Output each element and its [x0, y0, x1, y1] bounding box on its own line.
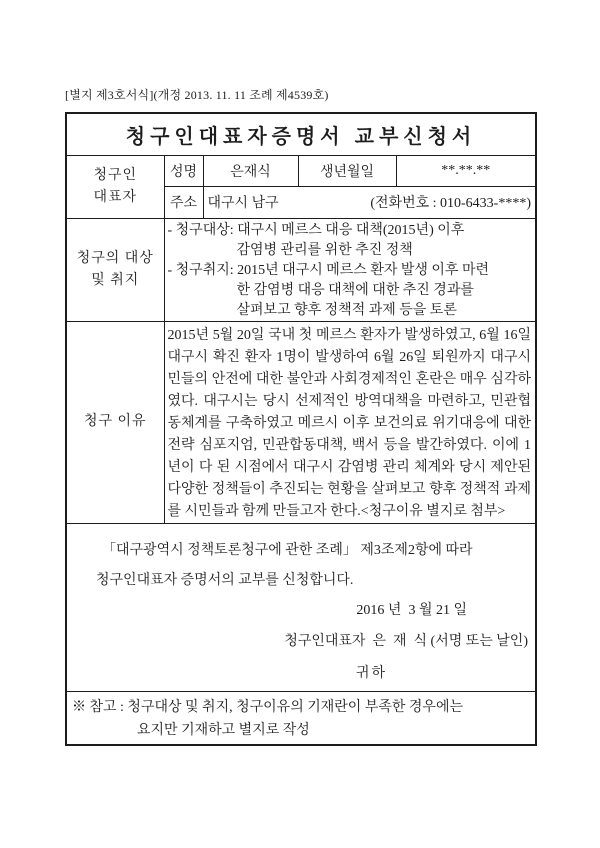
declaration-row — [66, 523, 536, 691]
claim-purpose-section-label — [66, 218, 164, 321]
representative-name-row — [66, 155, 536, 186]
footnote-cell — [66, 691, 536, 745]
claim-purpose-label-line1: 청구의 대상 — [76, 250, 154, 266]
birthdate-value: **.**.** — [396, 155, 536, 186]
title-row — [66, 113, 536, 155]
declaration-recipient: 귀하 — [355, 665, 387, 681]
claim-purpose-label-line2: 및 취지 — [91, 272, 140, 288]
name-value: 은재식 — [203, 155, 298, 186]
form-reference: [별지 제3호서식](개정 2013. 11. 11 조례 제4539호) — [65, 88, 329, 102]
address-value: 대구시 남구 — [207, 196, 279, 211]
claim-purpose-content — [164, 218, 536, 321]
declaration-ordinance-line: 「대구광역시 정책토론청구에 관한 조례」 제3조제2항에 따라 — [102, 542, 473, 558]
footnote-line-2: 요지만 기재하고 별지로 작성 — [137, 722, 310, 738]
declaration-signature: 청구인대표자 은 재 식 (서명 또는 날인) — [284, 633, 528, 649]
claim-reason-row — [66, 321, 536, 523]
claim-reason-text: 2015년 5월 20일 국내 첫 메르스 환자가 발생하였고, 6월 16일 대구시 확진 환자 1명이 발생하여 6월 26일 퇴원까지 대구시민들의 안전에 대한 불안과 사회경제적인 혼란은 매우 심각하였다. 대구시는 당시 선제적인 방역대책을 마련하고, 민관협동체계를 구축하였고 메르시 이후 보건의료 위기대응에 대한 전략 심포지엄, 민관합동대책, 백서 등을 발간하였다. 이에 1년이 다 된 시점에서 대구시 감염병 관리 체계와 당시 제안된 다양한 정책들이 추진되는 현황을 살펴보고 향후 정책적 과제를 시민들과 함께 만들고자 한다.<청구이유 별지로 첨부> — [164, 321, 536, 523]
purpose-line: 감염병 관리를 위한 추진 정책 — [236, 242, 413, 258]
footnote-row — [66, 691, 536, 745]
purpose-line: - 청구대상: 대구시 메르스 대응 대책(2015년) 이후 — [167, 222, 465, 238]
applicant-representative-section-label — [66, 155, 164, 218]
declaration-cell — [66, 523, 536, 691]
application-form-table — [65, 112, 537, 746]
declaration-request-line: 청구인대표자 증명서의 교부를 신청합니다. — [96, 572, 354, 588]
footnote-line-1: ※ 참고 : 청구대상 및 취지, 청구이유의 기재란이 부족한 경우에는 — [72, 699, 463, 715]
applicant-representative-label-line1: 청구인 — [93, 167, 138, 183]
claim-purpose-row — [66, 218, 536, 321]
claim-reason-section-label: 청구 이유 — [66, 321, 164, 523]
address-label: 주소 — [164, 186, 203, 218]
address-cell — [203, 186, 536, 218]
declaration-date: 2016 년 3 월 21 일 — [356, 602, 467, 618]
form-title: 청구인대표자증명서 교부신청서 — [66, 113, 536, 155]
purpose-line: - 청구취지: 2015년 대구시 메르스 환자 발생 이후 마련 — [167, 262, 490, 278]
applicant-representative-label-line2: 대표자 — [93, 189, 138, 205]
name-label: 성명 — [164, 155, 203, 186]
purpose-line: 살펴보고 향후 정책적 과제 등을 토론 — [236, 302, 457, 318]
birthdate-label: 생년월일 — [298, 155, 396, 186]
purpose-line: 한 감염병 대응 대책에 대한 추진 경과를 — [236, 282, 474, 298]
phone-value: (전화번호 : 010-6433-****) — [370, 196, 531, 211]
